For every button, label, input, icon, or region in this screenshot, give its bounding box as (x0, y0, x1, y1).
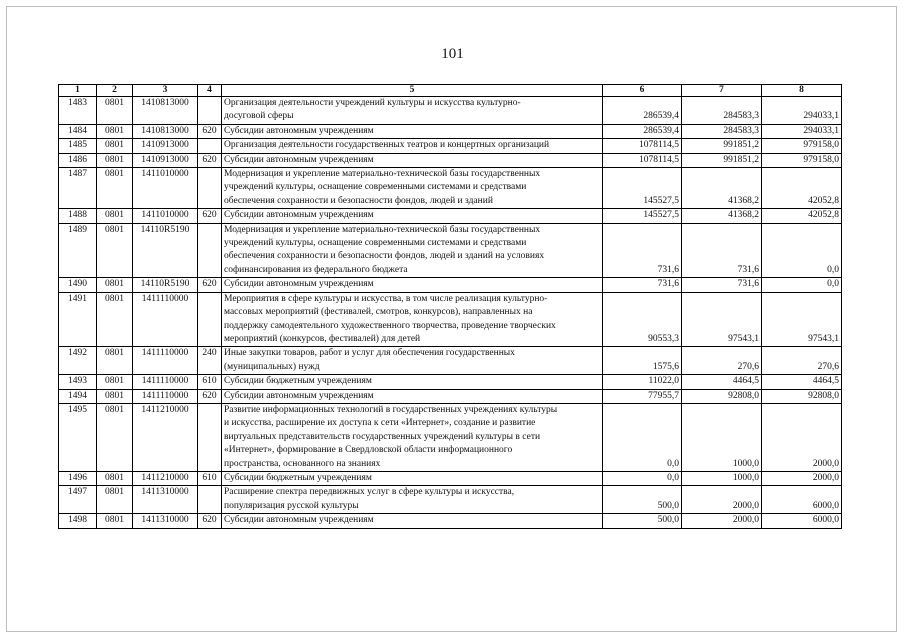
row-number-cell: 1498 (59, 514, 97, 528)
target-article-cell: 1411110000 (133, 389, 198, 403)
description-cell: Иные закупки товаров, работ и услуг для обеспечения государственных (муниципальных) нужд (222, 347, 603, 375)
amount-cell-7: 991851,2 (682, 153, 762, 167)
description-cell: Расширение спектра передвижных услуг в сфере культуры и искусства, популяризация русской культуры (222, 486, 603, 514)
target-article-cell: 14110R5190 (133, 223, 198, 278)
amount-cell-8: 97543,1 (762, 292, 842, 347)
target-article-cell: 1410813000 (133, 97, 198, 125)
target-article-cell: 1411110000 (133, 292, 198, 347)
description-cell: Субсидии автономным учреждениям (222, 389, 603, 403)
row-number-cell: 1487 (59, 168, 97, 209)
row-number-cell: 1495 (59, 403, 97, 471)
amount-cell-6: 90553,3 (603, 292, 682, 347)
table-row (59, 153, 842, 167)
table-row (59, 486, 842, 514)
table-row (59, 223, 842, 278)
column-header: 1 (59, 85, 97, 97)
column-header: 2 (97, 85, 133, 97)
amount-cell-7: 2000,0 (682, 514, 762, 528)
expense-type-cell: 240 (198, 347, 222, 375)
row-number-cell: 1485 (59, 139, 97, 153)
page-number: 101 (441, 46, 464, 62)
target-article-cell: 1411310000 (133, 514, 198, 528)
expense-type-cell (198, 139, 222, 153)
column-header: 3 (133, 85, 198, 97)
description-cell: Субсидии автономным учреждениям (222, 124, 603, 138)
table-row (59, 124, 842, 138)
target-article-cell: 1411210000 (133, 471, 198, 485)
description-cell: Субсидии автономным учреждениям (222, 514, 603, 528)
section-code-cell: 0801 (97, 403, 133, 471)
amount-cell-6: 731,6 (603, 278, 682, 292)
amount-cell-8: 979158,0 (762, 139, 842, 153)
table-row (59, 375, 842, 389)
amount-cell-7: 1000,0 (682, 403, 762, 471)
column-header: 5 (222, 85, 603, 97)
amount-cell-6: 286539,4 (603, 124, 682, 138)
target-article-cell: 1410813000 (133, 124, 198, 138)
amount-cell-7: 731,6 (682, 278, 762, 292)
amount-cell-8: 979158,0 (762, 153, 842, 167)
amount-cell-6: 11022,0 (603, 375, 682, 389)
amount-cell-7: 284583,3 (682, 124, 762, 138)
row-number-cell: 1496 (59, 471, 97, 485)
amount-cell-6: 0,0 (603, 471, 682, 485)
expense-type-cell: 620 (198, 153, 222, 167)
amount-cell-6: 145527,5 (603, 168, 682, 209)
row-number-cell: 1484 (59, 124, 97, 138)
row-number-cell: 1490 (59, 278, 97, 292)
section-code-cell: 0801 (97, 124, 133, 138)
target-article-cell: 1410913000 (133, 139, 198, 153)
expense-type-cell (198, 403, 222, 471)
target-article-cell: 1411010000 (133, 168, 198, 209)
section-code-cell: 0801 (97, 153, 133, 167)
table-row (59, 97, 842, 125)
row-number-cell: 1486 (59, 153, 97, 167)
column-header: 6 (603, 85, 682, 97)
table-header-row (59, 85, 842, 97)
expense-type-cell: 620 (198, 209, 222, 223)
expense-type-cell: 620 (198, 278, 222, 292)
row-number-cell: 1492 (59, 347, 97, 375)
section-code-cell: 0801 (97, 486, 133, 514)
amount-cell-8: 4464,5 (762, 375, 842, 389)
description-cell: Развитие информационных технологий в государственных учреждениях культуры и искусства, расширение их доступа к сети «Интернет», создание и развитие виртуальных представительств государственных учреждений культуры в сети «Интернет», формирование в Свердловской области информационного пространства, основанного на знаниях (222, 403, 603, 471)
amount-cell-6: 286539,4 (603, 97, 682, 125)
row-number-cell: 1489 (59, 223, 97, 278)
amount-cell-8: 92808,0 (762, 389, 842, 403)
amount-cell-7: 41368,2 (682, 209, 762, 223)
expense-type-cell: 620 (198, 124, 222, 138)
amount-cell-7: 97543,1 (682, 292, 762, 347)
expense-type-cell (198, 223, 222, 278)
amount-cell-8: 294033,1 (762, 124, 842, 138)
section-code-cell: 0801 (97, 471, 133, 485)
table-row (59, 168, 842, 209)
table-row (59, 278, 842, 292)
expense-type-cell (198, 168, 222, 209)
section-code-cell: 0801 (97, 97, 133, 125)
row-number-cell: 1488 (59, 209, 97, 223)
amount-cell-7: 1000,0 (682, 471, 762, 485)
table-row (59, 403, 842, 471)
section-code-cell: 0801 (97, 223, 133, 278)
target-article-cell: 1411010000 (133, 209, 198, 223)
amount-cell-6: 500,0 (603, 514, 682, 528)
section-code-cell: 0801 (97, 278, 133, 292)
amount-cell-8: 42052,8 (762, 168, 842, 209)
section-code-cell: 0801 (97, 292, 133, 347)
section-code-cell: 0801 (97, 168, 133, 209)
row-number-cell: 1483 (59, 97, 97, 125)
expense-type-cell: 610 (198, 375, 222, 389)
description-cell: Субсидии автономным учреждениям (222, 278, 603, 292)
table-row (59, 139, 842, 153)
amount-cell-8: 270,6 (762, 347, 842, 375)
expense-type-cell (198, 486, 222, 514)
table-row (59, 389, 842, 403)
amount-cell-7: 4464,5 (682, 375, 762, 389)
target-article-cell: 1411310000 (133, 486, 198, 514)
section-code-cell: 0801 (97, 375, 133, 389)
amount-cell-7: 2000,0 (682, 486, 762, 514)
description-cell: Субсидии автономным учреждениям (222, 153, 603, 167)
amount-cell-6: 1078114,5 (603, 139, 682, 153)
row-number-cell: 1497 (59, 486, 97, 514)
amount-cell-6: 731,6 (603, 223, 682, 278)
amount-cell-8: 0,0 (762, 223, 842, 278)
description-cell: Субсидии бюджетным учреждениям (222, 471, 603, 485)
amount-cell-6: 145527,5 (603, 209, 682, 223)
table-row (59, 471, 842, 485)
expense-type-cell (198, 292, 222, 347)
amount-cell-7: 270,6 (682, 347, 762, 375)
table-row (59, 292, 842, 347)
table-row (59, 514, 842, 528)
row-number-cell: 1494 (59, 389, 97, 403)
target-article-cell: 1411210000 (133, 403, 198, 471)
column-header: 4 (198, 85, 222, 97)
table-row (59, 347, 842, 375)
section-code-cell: 0801 (97, 514, 133, 528)
column-header: 7 (682, 85, 762, 97)
section-code-cell: 0801 (97, 139, 133, 153)
amount-cell-8: 6000,0 (762, 486, 842, 514)
amount-cell-8: 2000,0 (762, 471, 842, 485)
amount-cell-7: 991851,2 (682, 139, 762, 153)
amount-cell-6: 500,0 (603, 486, 682, 514)
section-code-cell: 0801 (97, 209, 133, 223)
amount-cell-7: 41368,2 (682, 168, 762, 209)
description-cell: Модернизация и укрепление материально-технической базы государственных учреждений культуры, оснащение современными системами и средствами обеспечения сохранности и безопасности фондов, людей и зданий (222, 168, 603, 209)
target-article-cell: 1411110000 (133, 347, 198, 375)
section-code-cell: 0801 (97, 389, 133, 403)
amount-cell-6: 0,0 (603, 403, 682, 471)
amount-cell-8: 294033,1 (762, 97, 842, 125)
section-code-cell: 0801 (97, 347, 133, 375)
amount-cell-7: 92808,0 (682, 389, 762, 403)
target-article-cell: 1411110000 (133, 375, 198, 389)
expense-type-cell (198, 97, 222, 125)
expense-type-cell: 620 (198, 514, 222, 528)
description-cell: Организация деятельности государственных театров и концертных организаций (222, 139, 603, 153)
table-row (59, 209, 842, 223)
row-number-cell: 1493 (59, 375, 97, 389)
amount-cell-8: 6000,0 (762, 514, 842, 528)
expense-type-cell: 610 (198, 471, 222, 485)
amount-cell-6: 1078114,5 (603, 153, 682, 167)
amount-cell-8: 2000,0 (762, 403, 842, 471)
description-cell: Субсидии автономным учреждениям (222, 209, 603, 223)
amount-cell-6: 1575,6 (603, 347, 682, 375)
expense-type-cell: 620 (198, 389, 222, 403)
row-number-cell: 1491 (59, 292, 97, 347)
target-article-cell: 1410913000 (133, 153, 198, 167)
description-cell: Модернизация и укрепление материально-технической базы государственных учреждений культуры, оснащение современными системами и средствами обеспечения сохранности и безопасности фондов, людей и зданий на условиях софинансирования из федерального бюджета (222, 223, 603, 278)
budget-table (58, 84, 842, 529)
amount-cell-7: 284583,3 (682, 97, 762, 125)
column-header: 8 (762, 85, 842, 97)
description-cell: Субсидии бюджетным учреждениям (222, 375, 603, 389)
target-article-cell: 14110R5190 (133, 278, 198, 292)
amount-cell-8: 42052,8 (762, 209, 842, 223)
description-cell: Мероприятия в сфере культуры и искусства, в том числе реализация культурно- массовых мероприятий (фестивалей, смотров, конкурсов), направленных на поддержку самодеятельного художественного творчества, проведение творческих мероприятий (конкурсов, фестивалей) для детей (222, 292, 603, 347)
description-cell: Организация деятельности учреждений культуры и искусства культурно- досуговой сферы (222, 97, 603, 125)
amount-cell-6: 77955,7 (603, 389, 682, 403)
amount-cell-8: 0,0 (762, 278, 842, 292)
amount-cell-7: 731,6 (682, 223, 762, 278)
